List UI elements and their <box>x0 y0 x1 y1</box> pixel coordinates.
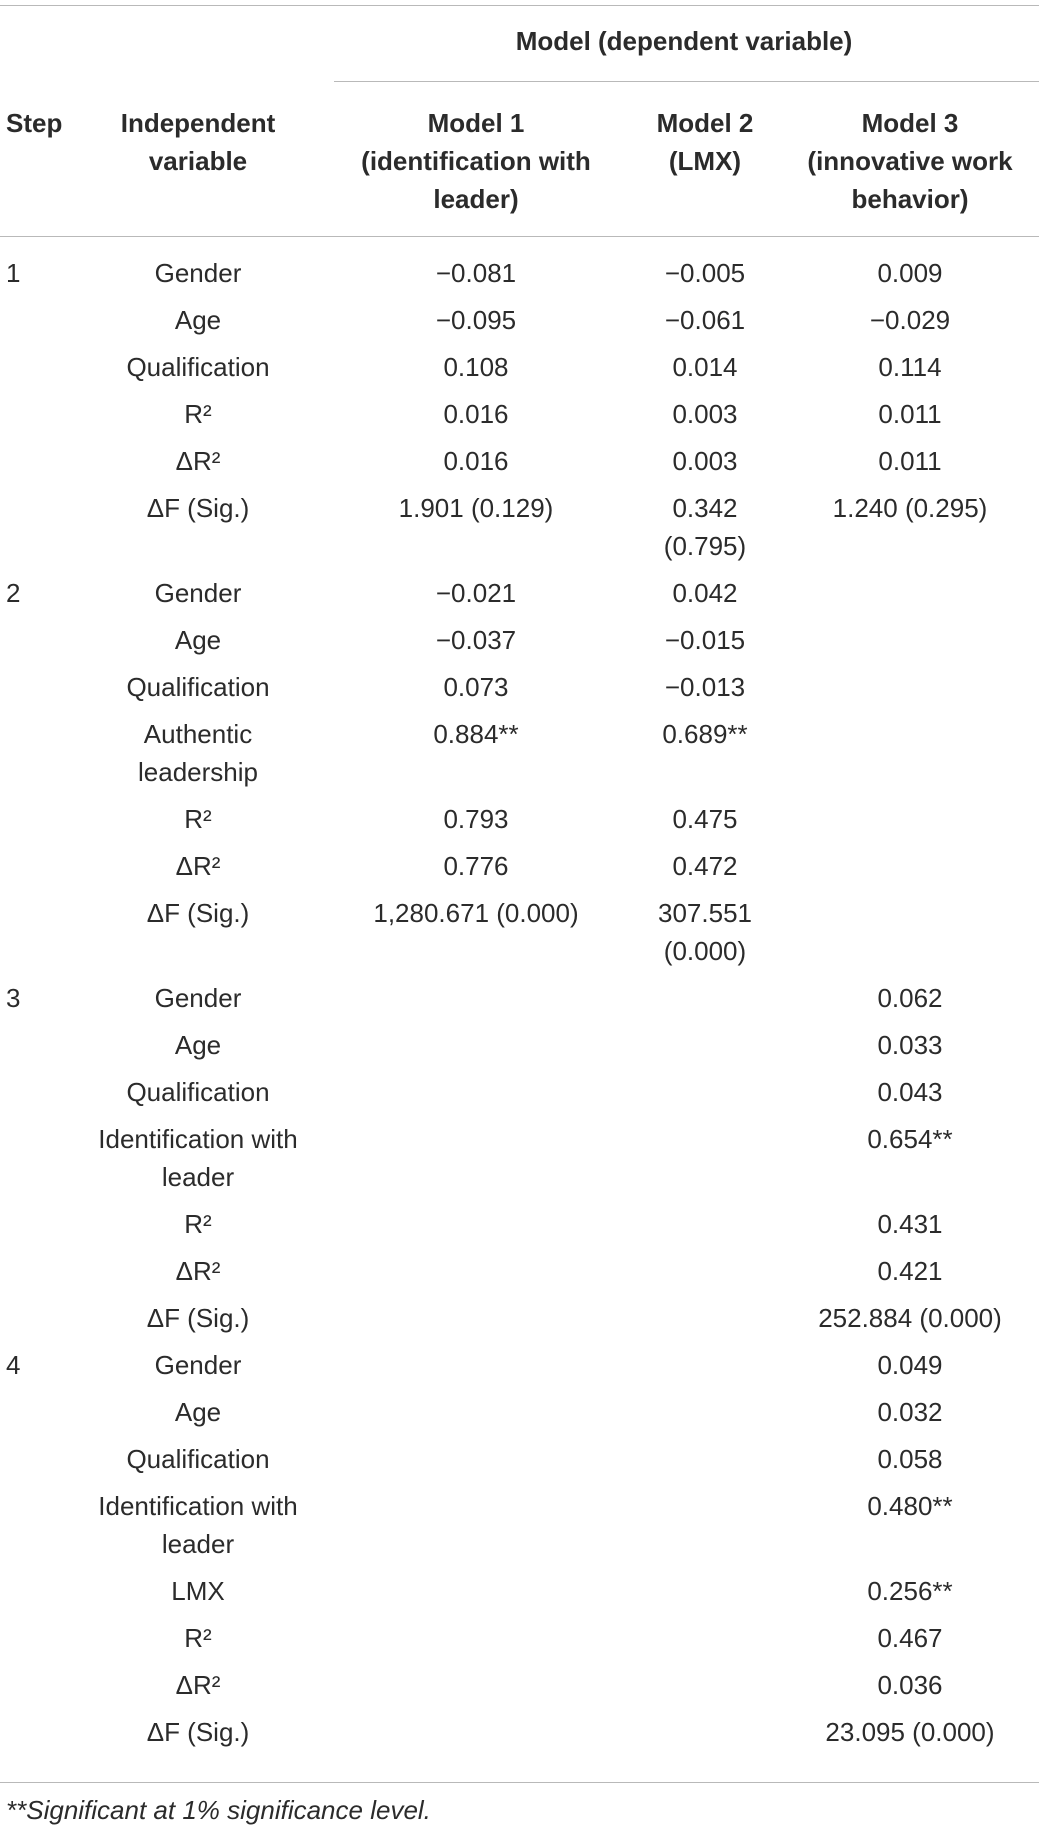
header-model2 <box>628 104 782 180</box>
cell-model1-line: 0.884** <box>433 719 519 749</box>
cell-variable-line: ΔF (Sig.) <box>146 493 250 523</box>
cell-variable-line: Qualification <box>126 1444 270 1474</box>
cell-model2 <box>628 348 782 386</box>
cell-variable <box>80 1713 316 1751</box>
cell-model3-line: −0.029 <box>869 305 951 335</box>
cell-variable <box>80 1572 316 1610</box>
header-independent-variable-line2: variable <box>148 146 248 176</box>
cell-model2-line: 0.042 <box>672 578 738 608</box>
cell-variable-line: Age <box>174 1030 222 1060</box>
cell-variable <box>80 894 316 932</box>
column-group-header: Model (dependent variable) <box>515 26 853 56</box>
cell-model3 <box>790 348 1030 386</box>
cell-variable-line: Identification with <box>98 1124 298 1154</box>
cell-variable <box>80 1666 316 1704</box>
header-model2-line2: (LMX) <box>668 146 742 176</box>
cell-model1-line: 0.108 <box>443 352 509 382</box>
header-model3-line1: Model 3 <box>861 108 959 138</box>
header-independent-variable <box>80 104 316 180</box>
cell-variable-line: ΔF (Sig.) <box>146 898 250 928</box>
cell-variable-line: ΔR² <box>175 851 221 881</box>
cell-model3-line: 0.009 <box>877 258 943 288</box>
cell-model3 <box>790 301 1030 339</box>
cell-model1-line: 0.776 <box>443 851 509 881</box>
cell-variable-line: R² <box>184 1209 212 1239</box>
cell-model1-line: −0.037 <box>435 625 517 655</box>
cell-model2 <box>628 254 782 292</box>
cell-model2 <box>628 621 782 659</box>
cell-model3 <box>790 979 1030 1017</box>
cell-model3 <box>790 254 1030 292</box>
cell-variable <box>80 1487 316 1563</box>
cell-model3-line: 0.011 <box>878 446 942 476</box>
cell-model3-line: 0.421 <box>877 1256 943 1286</box>
cell-model3 <box>790 395 1030 433</box>
cell-model1-line: 0.016 <box>443 446 509 476</box>
cell-model1 <box>336 442 616 480</box>
cell-variable <box>80 1393 316 1431</box>
cell-model2-line: −0.005 <box>664 258 746 288</box>
cell-variable-line: Authentic <box>143 719 253 749</box>
cell-variable-line: R² <box>184 399 212 429</box>
cell-model1-line: 0.016 <box>443 399 509 429</box>
cell-model2-line: 307.551 <box>658 898 752 928</box>
cell-step: 1 <box>6 258 21 288</box>
cell-model2-line: −0.013 <box>664 672 746 702</box>
cell-model3-line: 0.256** <box>867 1576 953 1606</box>
cell-model2 <box>628 668 782 706</box>
cell-variable-line: LMX <box>171 1576 225 1606</box>
cell-variable-line: ΔR² <box>175 1670 221 1700</box>
cell-model3 <box>790 1120 1030 1158</box>
cell-variable-line: Age <box>174 1397 222 1427</box>
cell-model2-line: 0.475 <box>672 804 738 834</box>
cell-step: 4 <box>6 1350 21 1380</box>
cell-model2-line: 0.014 <box>672 352 738 382</box>
cell-variable <box>80 301 316 339</box>
cell-model3-line: 0.043 <box>877 1077 943 1107</box>
cell-model2 <box>628 894 782 970</box>
cell-variable <box>80 979 316 1017</box>
cell-variable <box>80 1252 316 1290</box>
cell-model3 <box>790 442 1030 480</box>
cell-model3-line: 1.240 (0.295) <box>832 493 988 523</box>
group-header-underline <box>334 81 1039 82</box>
header-model1-line2: (identification with <box>361 146 591 176</box>
cell-variable-line: ΔF (Sig.) <box>146 1717 250 1747</box>
cell-variable-line: Qualification <box>126 672 270 702</box>
cell-variable <box>80 442 316 480</box>
cell-model3-line: 0.011 <box>878 399 942 429</box>
header-bottom-rule <box>0 236 1039 237</box>
cell-model3 <box>790 1619 1030 1657</box>
cell-model2-line: −0.015 <box>664 625 746 655</box>
header-model1 <box>336 104 616 218</box>
cell-model3 <box>790 1713 1030 1751</box>
cell-variable-line: Gender <box>154 983 242 1013</box>
cell-variable-line: ΔR² <box>175 1256 221 1286</box>
cell-variable-line: Qualification <box>126 1077 270 1107</box>
cell-variable-line: Gender <box>154 578 242 608</box>
cell-model1 <box>336 668 616 706</box>
cell-model1 <box>336 395 616 433</box>
cell-variable <box>80 254 316 292</box>
cell-model2 <box>628 715 782 753</box>
cell-variable <box>80 1440 316 1478</box>
cell-variable-line: leader <box>161 1529 235 1559</box>
cell-model1 <box>336 800 616 838</box>
cell-model2 <box>628 489 782 565</box>
cell-model3-line: 23.095 (0.000) <box>825 1717 995 1747</box>
cell-model3 <box>790 1572 1030 1610</box>
cell-model3 <box>790 489 1030 527</box>
cell-variable <box>80 489 316 527</box>
cell-model1 <box>336 489 616 527</box>
cell-variable-line: Gender <box>154 258 242 288</box>
cell-variable-line: Identification with <box>98 1491 298 1521</box>
cell-model2 <box>628 395 782 433</box>
cell-model2-line: 0.003 <box>672 399 738 429</box>
cell-model2-line: 0.472 <box>672 851 738 881</box>
header-model1-line1: Model 1 <box>427 108 525 138</box>
cell-model2-line: 0.342 <box>672 493 738 523</box>
cell-model1-line: 1,280.671 (0.000) <box>373 898 579 928</box>
cell-model1-line: 0.073 <box>443 672 509 702</box>
cell-model3 <box>790 1252 1030 1290</box>
cell-model1-line: −0.081 <box>435 258 517 288</box>
header-model3-line3: behavior) <box>851 184 969 214</box>
cell-model1 <box>336 301 616 339</box>
cell-model3-line: 0.480** <box>867 1491 953 1521</box>
cell-model1 <box>336 574 616 612</box>
cell-variable <box>80 1120 316 1196</box>
cell-model3-line: 0.431 <box>877 1209 943 1239</box>
cell-model3 <box>790 1299 1030 1337</box>
cell-variable <box>80 348 316 386</box>
cell-model2 <box>628 574 782 612</box>
cell-model3 <box>790 1393 1030 1431</box>
cell-variable <box>80 715 316 791</box>
cell-model1 <box>336 847 616 885</box>
cell-model2-line: (0.795) <box>663 531 747 561</box>
cell-model3 <box>790 1487 1030 1525</box>
cell-variable <box>80 1026 316 1064</box>
cell-variable-line: R² <box>184 804 212 834</box>
cell-variable <box>80 1619 316 1657</box>
cell-model1-line: 1.901 (0.129) <box>398 493 554 523</box>
header-model3 <box>790 104 1030 218</box>
cell-variable <box>80 621 316 659</box>
cell-variable-line: Age <box>174 305 222 335</box>
header-independent-variable-line1: Independent <box>120 108 276 138</box>
header-step: Step <box>6 108 63 138</box>
cell-model3 <box>790 1026 1030 1064</box>
cell-variable <box>80 395 316 433</box>
header-model1-line3: leader) <box>433 184 519 214</box>
cell-variable-line: Gender <box>154 1350 242 1380</box>
cell-model1 <box>336 894 616 932</box>
cell-variable-line: R² <box>184 1623 212 1653</box>
top-rule <box>0 5 1039 6</box>
cell-model1 <box>336 715 616 753</box>
cell-variable-line: Age <box>174 625 222 655</box>
cell-step: 2 <box>6 578 21 608</box>
cell-model3-line: 0.032 <box>877 1397 943 1427</box>
cell-model3-line: 0.033 <box>877 1030 943 1060</box>
cell-model1-line: −0.095 <box>435 305 517 335</box>
cell-variable <box>80 847 316 885</box>
cell-variable-line: Qualification <box>126 352 270 382</box>
cell-model3-line: 0.062 <box>877 983 943 1013</box>
cell-model3 <box>790 1666 1030 1704</box>
bottom-rule <box>0 1782 1039 1783</box>
cell-model3 <box>790 1073 1030 1111</box>
cell-model3-line: 0.654** <box>867 1124 953 1154</box>
cell-model1 <box>336 254 616 292</box>
cell-model1-line: 0.793 <box>443 804 509 834</box>
cell-model2-line: 0.003 <box>672 446 738 476</box>
cell-model1 <box>336 348 616 386</box>
cell-model3-line: 252.884 (0.000) <box>818 1303 1002 1333</box>
header-model3-line2: (innovative work <box>807 146 1013 176</box>
cell-model1-line: −0.021 <box>435 578 517 608</box>
cell-model2-line: (0.000) <box>663 936 747 966</box>
footnote: **Significant at 1% significance level. <box>6 1795 431 1825</box>
cell-model3 <box>790 1205 1030 1243</box>
cell-variable-line: ΔR² <box>175 446 221 476</box>
cell-model3 <box>790 1440 1030 1478</box>
cell-model2 <box>628 442 782 480</box>
cell-model2 <box>628 301 782 339</box>
cell-variable <box>80 800 316 838</box>
cell-variable-line: leadership <box>138 757 258 787</box>
cell-model2 <box>628 800 782 838</box>
cell-variable <box>80 1073 316 1111</box>
cell-model3-line: 0.114 <box>878 352 942 382</box>
cell-variable <box>80 1299 316 1337</box>
cell-step: 3 <box>6 983 21 1013</box>
cell-variable-line: leader <box>161 1162 235 1192</box>
cell-model3-line: 0.049 <box>877 1350 943 1380</box>
cell-model3-line: 0.036 <box>877 1670 943 1700</box>
cell-variable <box>80 668 316 706</box>
cell-variable <box>80 1346 316 1384</box>
cell-variable <box>80 574 316 612</box>
cell-model2 <box>628 847 782 885</box>
cell-model3 <box>790 1346 1030 1384</box>
header-model2-line1: Model 2 <box>656 108 754 138</box>
cell-model3-line: 0.467 <box>877 1623 943 1653</box>
cell-model1 <box>336 621 616 659</box>
cell-model3-line: 0.058 <box>877 1444 943 1474</box>
cell-model2-line: −0.061 <box>664 305 746 335</box>
cell-model2-line: 0.689** <box>662 719 748 749</box>
cell-variable <box>80 1205 316 1243</box>
cell-variable-line: ΔF (Sig.) <box>146 1303 250 1333</box>
